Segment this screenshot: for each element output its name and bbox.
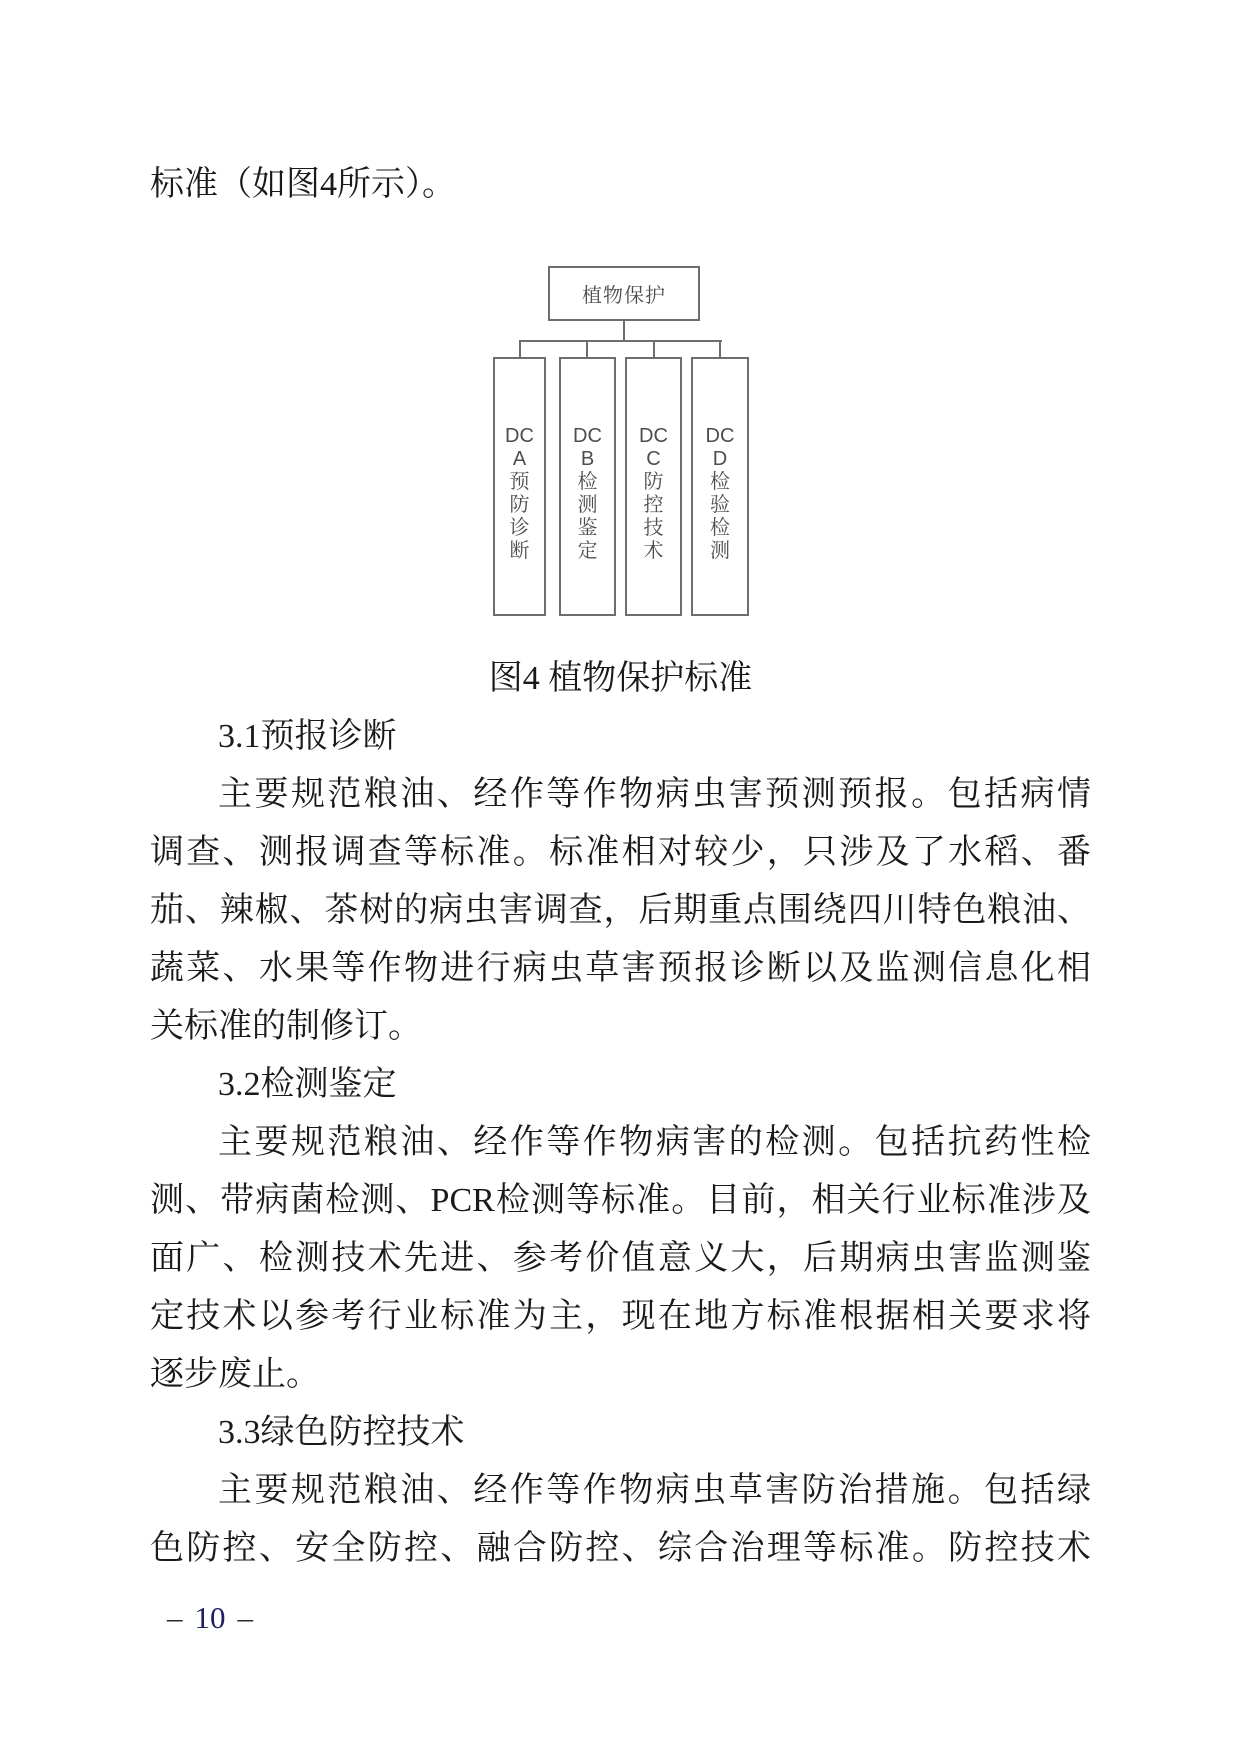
intro-paragraph [150, 156, 1091, 214]
connector-line [586, 342, 588, 357]
column-label-line: 验 [710, 494, 730, 516]
paragraph-line: 主要规范粮油、经作等作物病虫害预测预报。包括病情 [218, 776, 1091, 813]
column-label-line: 预 [509, 471, 530, 493]
column-label-line: 检 [710, 471, 730, 493]
paragraph-line: 色防控、安全防控、融合防控、综合治理等标准。防控技术 [150, 1530, 1091, 1567]
section-3-2-heading: 3.2检测鉴定 [218, 1066, 397, 1103]
page-number-value: 10 [194, 1600, 226, 1635]
org-chart-column-dcc [625, 357, 682, 616]
paragraph-line: 主要规范粮油、经作等作物病害的检测。包括抗药性检 [218, 1124, 1091, 1161]
connector-line [653, 342, 655, 357]
paragraph-line: 标准（如图4所示）。 [150, 166, 456, 203]
column-label-line: 断 [509, 540, 530, 562]
paragraph-line: 定技术以参考行业标准为主，现在地方标准根据相关要求将 [150, 1298, 1091, 1335]
connector-line [719, 342, 721, 357]
column-label-line: 防 [643, 471, 664, 493]
column-label-line: DC [639, 425, 668, 447]
org-chart-root-box [548, 266, 700, 321]
org-chart-root-label: 植物保护 [582, 285, 666, 307]
column-label-line: DC [573, 425, 602, 447]
org-chart-column-dcd [691, 357, 749, 616]
page-number-dash: – [237, 1600, 253, 1635]
column-label-line: 检 [577, 471, 598, 493]
column-label-line: 鉴 [577, 517, 598, 539]
column-label-line: 定 [577, 540, 598, 562]
column-label-line: 术 [643, 540, 664, 562]
column-label-line: 测 [710, 540, 730, 562]
paragraph-line: 测、带病菌检测、PCR检测等标准。目前，相关行业标准涉及 [150, 1182, 1091, 1219]
org-chart-column-dca [493, 357, 546, 616]
connector-line [519, 340, 722, 342]
connector-line [623, 321, 625, 340]
column-label-line: DC [505, 425, 534, 447]
column-label-line: A [512, 448, 527, 470]
paragraph-line: 主要规范粮油、经作等作物病虫草害防治措施。包括绿 [218, 1472, 1091, 1509]
page-number-dash: – [167, 1600, 183, 1635]
connector-line [519, 342, 521, 357]
figure-caption: 图4 植物保护标准 [488, 660, 753, 697]
paragraph-line: 调查、测报调查等标准。标准相对较少，只涉及了水稻、番 [150, 834, 1091, 871]
column-label-line: C [646, 448, 661, 470]
column-label-line: 控 [643, 494, 664, 516]
body-sections [150, 708, 1091, 1578]
org-chart-column-dcb [559, 357, 616, 616]
paragraph-line: 面广、检测技术先进、参考价值意义大，后期病虫害监测鉴 [150, 1240, 1091, 1277]
column-label-line: 诊 [509, 517, 530, 539]
column-label-line: B [580, 448, 595, 470]
column-label-line: 测 [577, 494, 598, 516]
column-label-line: DC [705, 425, 735, 447]
section-3-3-heading: 3.3绿色防控技术 [218, 1414, 465, 1451]
paragraph-line: 逐步废止。 [150, 1356, 320, 1393]
column-label-line: 防 [509, 494, 530, 516]
paragraph-line: 蔬菜、水果等作物进行病虫草害预报诊断以及监测信息化相 [150, 950, 1091, 987]
column-label-line: 技 [643, 517, 664, 539]
page-number [167, 1600, 253, 1636]
paragraph-line: 关标准的制修订。 [150, 1008, 422, 1045]
column-label-line: 检 [710, 517, 730, 539]
paragraph-line: 茄、辣椒、茶树的病虫害调查，后期重点围绕四川特色粮油、 [150, 892, 1091, 929]
figure-plant-protection-chart [0, 266, 1241, 616]
column-label-line: D [712, 448, 728, 470]
section-3-1-heading: 3.1预报诊断 [218, 718, 397, 755]
